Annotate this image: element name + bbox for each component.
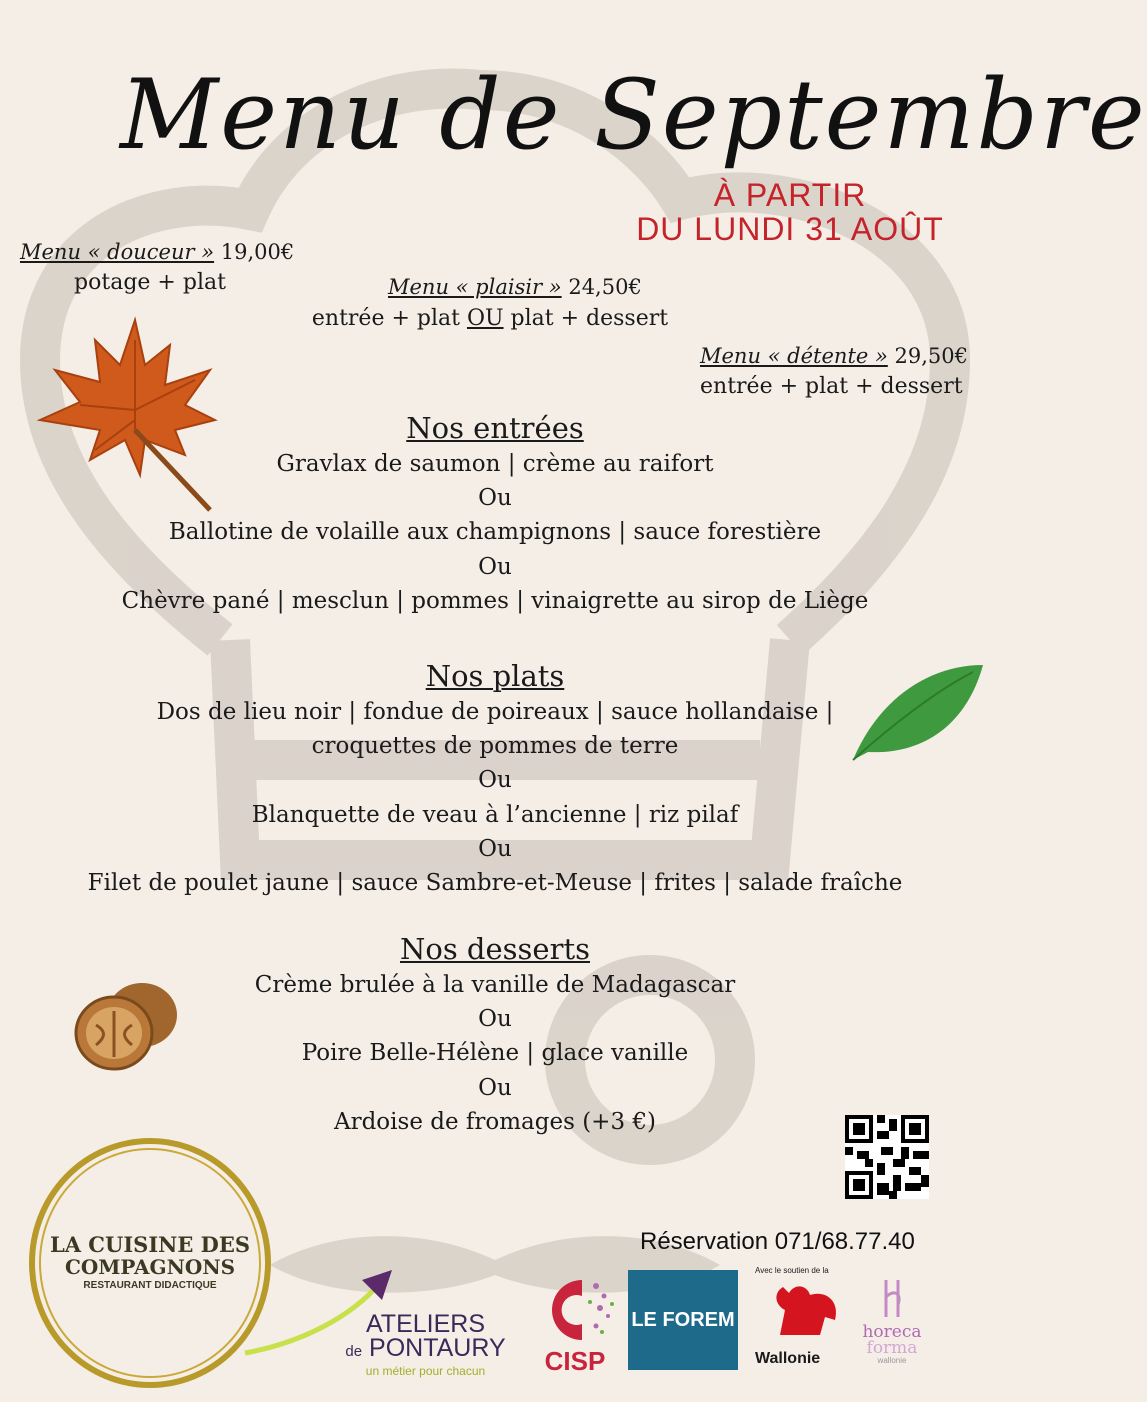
- logo-ateliers-line2: [318, 1336, 533, 1364]
- horeca-mark-icon: [872, 1275, 912, 1320]
- formula-price: 19,00€: [220, 240, 295, 264]
- logo-ateliers-pontaury: [318, 1312, 533, 1378]
- formula-price: 24,50€: [568, 275, 642, 299]
- horeca-line3: wallonie: [877, 1356, 907, 1365]
- formula-detente-content: entrée + plat + dessert: [700, 374, 963, 399]
- logo-cuisine-compagnons: [25, 1132, 275, 1394]
- logo-cisp-text: CISP: [544, 1346, 606, 1376]
- dish: Poire Belle-Hélène | glace vanille: [301, 1040, 689, 1067]
- qr-code-icon[interactable]: [845, 1115, 929, 1199]
- separator-ou: Ou: [478, 767, 512, 794]
- horeca-line1: horeca: [862, 1322, 922, 1342]
- wallonie-name: Wallonie: [755, 1350, 821, 1367]
- formula-content-part: entrée + plat: [311, 306, 467, 331]
- section-title: Nos desserts: [400, 932, 590, 966]
- dish-line: Dos de lieu noir | fondue de poireaux | sauce hollandaise |: [156, 699, 834, 725]
- dish: Blanquette de veau à l’ancienne | riz pilaf: [251, 801, 739, 828]
- formula-detente: [700, 340, 968, 373]
- section-title: Nos entrées: [406, 411, 584, 445]
- logo-ateliers-de: de: [345, 1343, 363, 1360]
- formula-price: 29,50€: [894, 344, 969, 368]
- start-date: [600, 178, 980, 246]
- logo-forem: LE FOREM: [628, 1270, 738, 1370]
- rooster-icon: [755, 1275, 845, 1345]
- formula-content-emph: OU: [466, 306, 504, 331]
- logo-horeca-forma: [852, 1275, 932, 1365]
- logo-cuisine-line2: COMPAGNONS: [64, 1255, 236, 1279]
- formula-name: Menu « douceur »: [20, 240, 215, 264]
- dish: Filet de poulet jaune | sauce Sambre-et-Meuse | frites | salade fraîche: [87, 870, 903, 897]
- reservation-phone[interactable]: Réservation 071/68.77.40: [640, 1228, 915, 1255]
- dish: Ballotine de volaille aux champignons | sauce forestière: [168, 519, 822, 546]
- logo-wallonie: [755, 1266, 845, 1376]
- separator-ou: Ou: [478, 553, 512, 580]
- separator-ou: Ou: [478, 835, 512, 862]
- logo-ateliers-line1: ATELIERS: [365, 1310, 486, 1338]
- separator-ou: Ou: [478, 485, 512, 512]
- section-desserts: [0, 930, 990, 1139]
- section-title: Nos plats: [425, 659, 565, 693]
- logo-ateliers-pontaury: PONTAURY: [369, 1334, 506, 1362]
- logo-cuisine-line1: LA CUISINE DES: [49, 1232, 251, 1257]
- formula-plaisir: [388, 271, 642, 304]
- formula-name: Menu « plaisir »: [388, 275, 562, 299]
- logo-cuisine-line3: RESTAURANT DIDACTIQUE: [83, 1280, 217, 1291]
- dish: Ardoise de fromages (+3 €): [333, 1108, 657, 1135]
- formula-plaisir-content: [290, 306, 690, 331]
- wallonie-support: Avec le soutien de la: [755, 1266, 829, 1275]
- section-plats: [0, 657, 990, 900]
- formula-content-part: plat + dessert: [503, 306, 669, 331]
- cisp-mark-icon: [530, 1272, 620, 1347]
- dish: Crème brulée à la vanille de Madagascar: [254, 972, 736, 998]
- page-title: Menu de Septembre: [120, 59, 1147, 171]
- dish-line: croquettes de pommes de terre: [311, 733, 679, 760]
- formula-douceur: [20, 236, 294, 269]
- dish: Gravlax de saumon | crème au raifort: [276, 451, 714, 477]
- dish: Chèvre pané | mesclun | pommes | vinaigrette au sirop de Liège: [121, 587, 869, 614]
- horeca-line2: forma: [866, 1338, 918, 1358]
- section-entrees: [0, 409, 990, 618]
- separator-ou: Ou: [478, 1006, 512, 1033]
- logo-ateliers-tagline: un métier pour chacun: [365, 1364, 486, 1378]
- start-date-line1: À PARTIR: [713, 177, 867, 213]
- formula-douceur-content: potage + plat: [74, 270, 226, 295]
- separator-ou: Ou: [478, 1074, 512, 1101]
- formula-name: Menu « détente »: [700, 344, 888, 368]
- start-date-line2: DU LUNDI 31 AOÛT: [636, 211, 944, 247]
- logo-cisp: [530, 1272, 620, 1377]
